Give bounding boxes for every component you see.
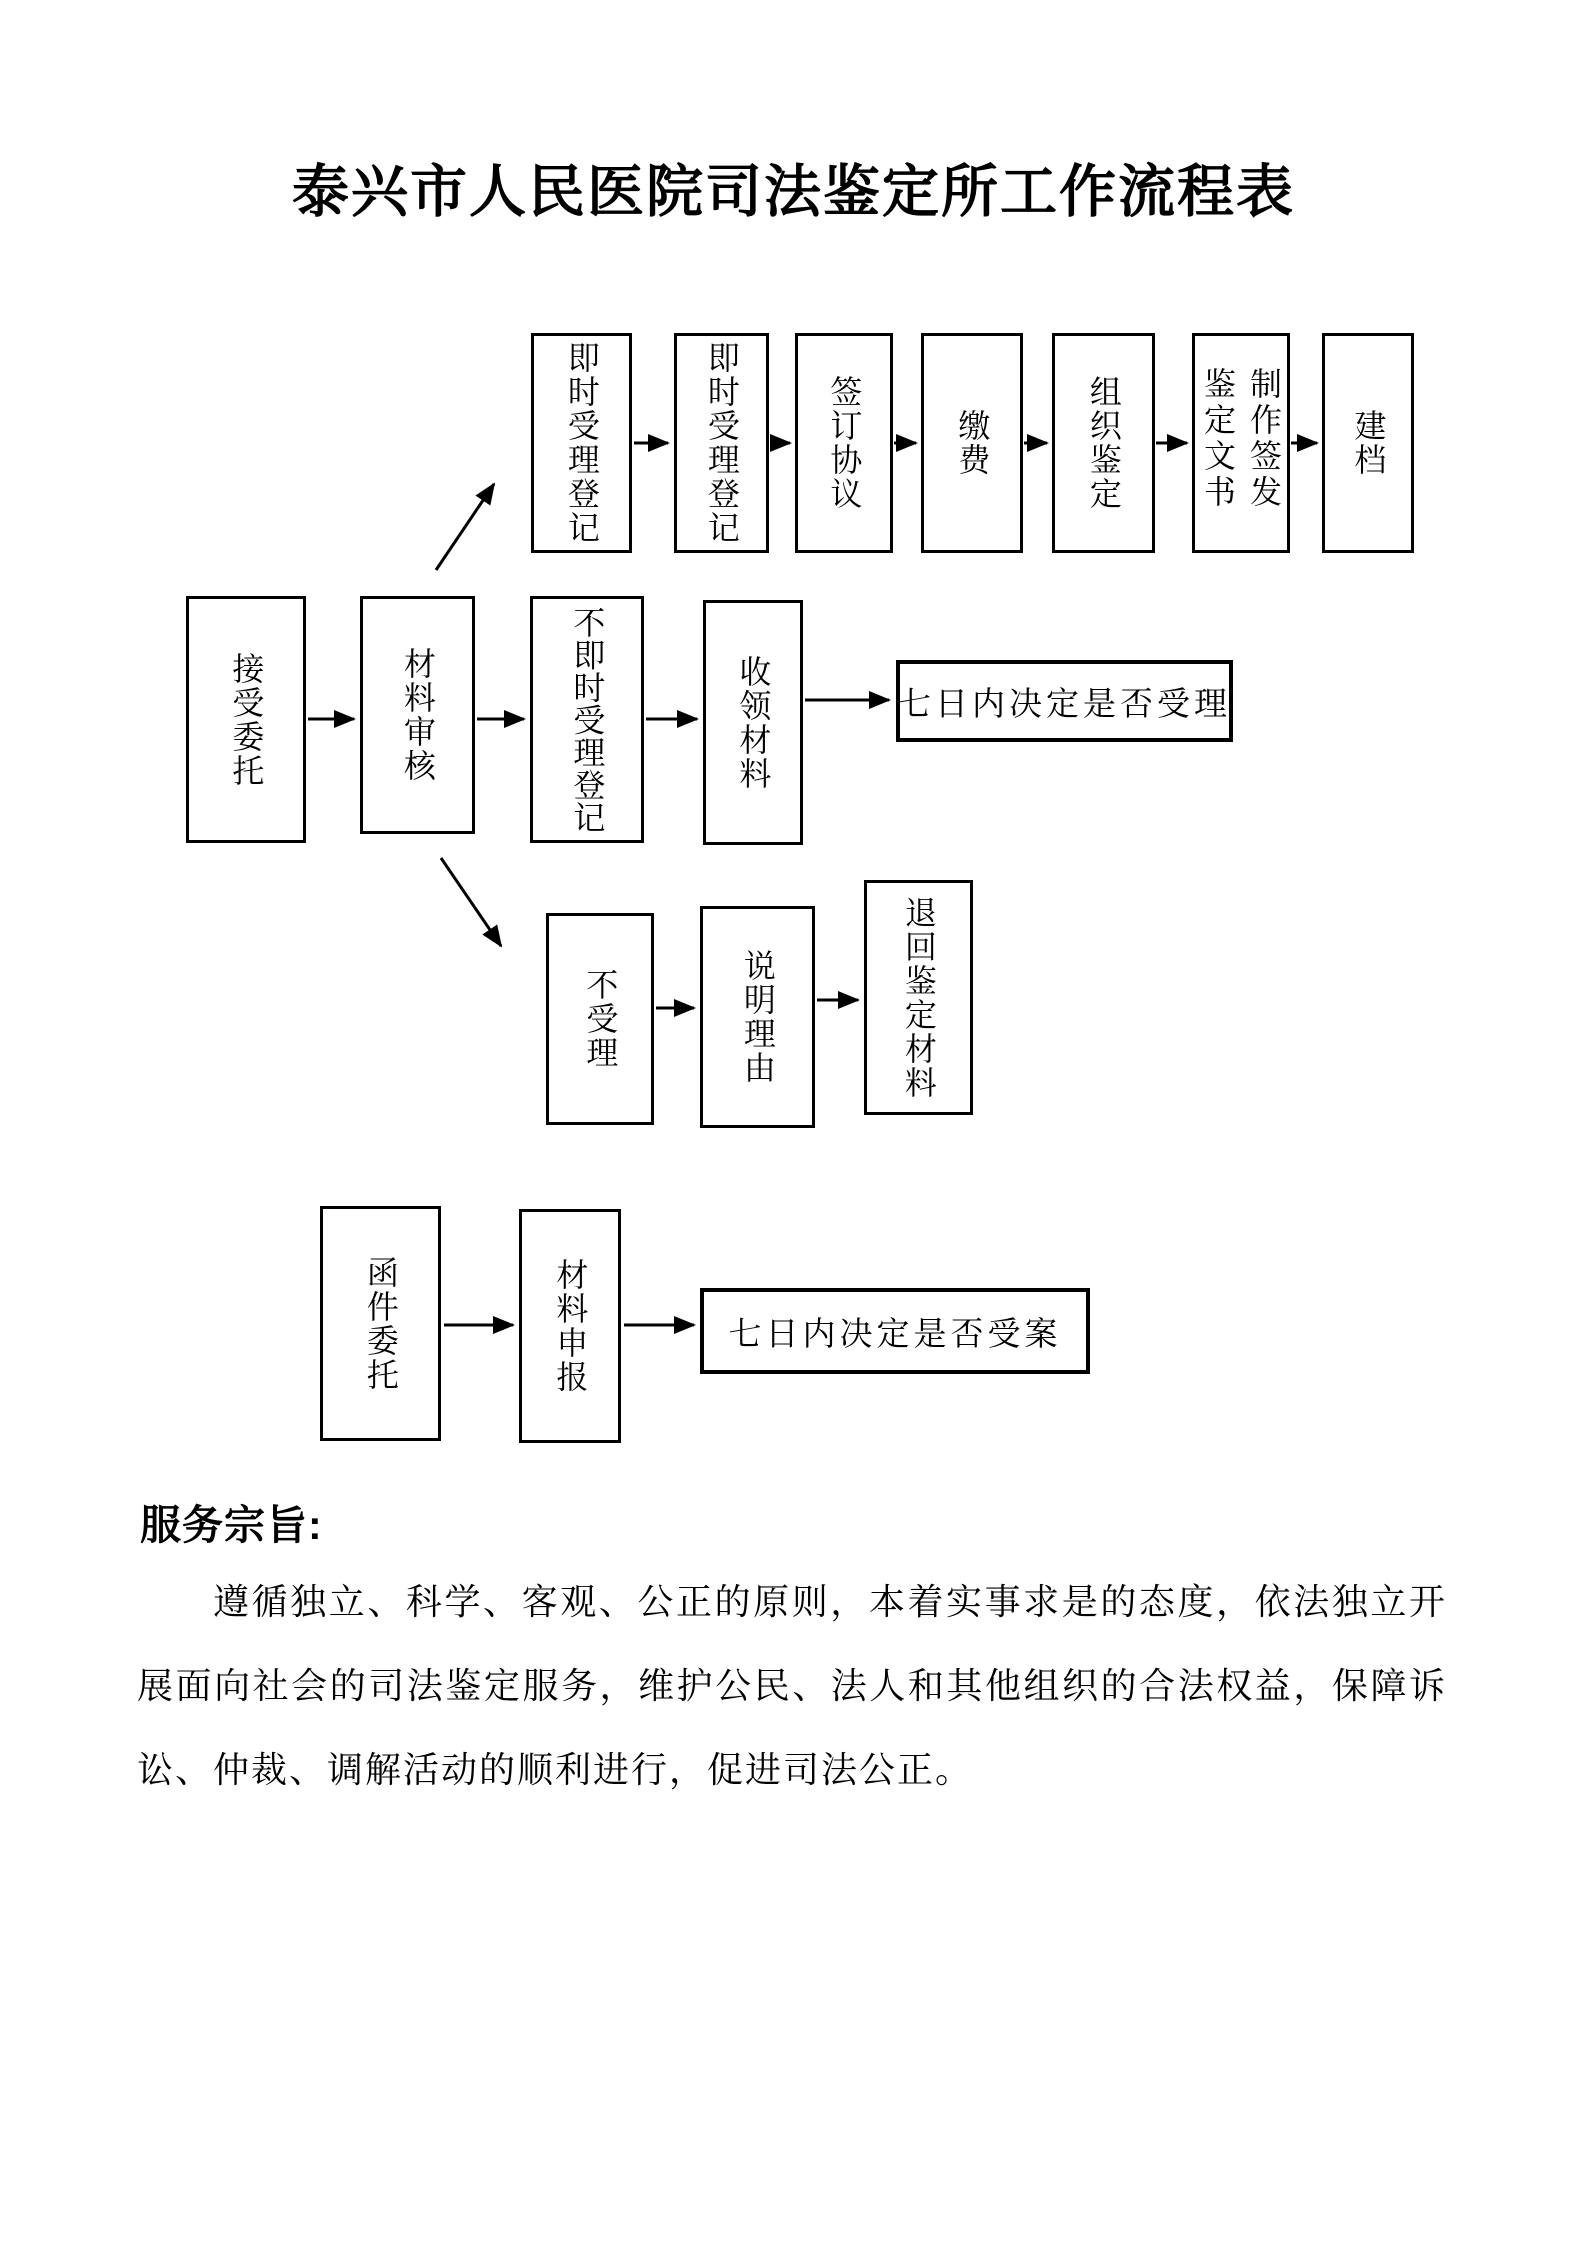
flow-box-explain-reasons xyxy=(700,906,815,1128)
flow-box-receive-materials xyxy=(703,600,803,845)
flow-box-label: 七日内决定是否受案 xyxy=(728,1316,1062,1353)
flow-box-pay-fee xyxy=(921,333,1023,553)
flow-box-material-review xyxy=(360,596,475,834)
flow-box-immediate-accept-register-1 xyxy=(531,333,632,553)
flow-box-appraisal-document-issue xyxy=(1192,333,1290,553)
flow-box-return-appraisal-materials xyxy=(864,880,973,1115)
flow-box-decide-7days-accept xyxy=(896,660,1233,742)
flow-box-immediate-accept-register-2 xyxy=(674,333,769,553)
flow-box-not-accept xyxy=(546,913,654,1125)
flow-box-label: 组织鉴定 xyxy=(1085,375,1122,511)
flow-box-label: 缴费 xyxy=(954,409,991,477)
flow-box-accept-commission xyxy=(186,596,306,843)
page-title: 泰兴市人民医院司法鉴定所工作流程表 xyxy=(292,160,1295,224)
paragraph-line: 展面向社会的司法鉴定服务，维护公民、法人和其他组织的合法权益，保障诉 xyxy=(137,1666,1447,1706)
flow-box-label: 接受委托 xyxy=(228,651,265,788)
flow-box-organize-appraisal xyxy=(1052,333,1155,553)
flow-box-decide-7days-case xyxy=(700,1288,1090,1374)
paragraph-line: 讼、仲裁、调解活动的顺利进行，促进司法公正。 xyxy=(137,1750,974,1790)
flow-box-label: 建档 xyxy=(1350,409,1387,477)
arrow-diagonal-up xyxy=(436,484,494,570)
flow-box-material-declaration xyxy=(519,1209,621,1443)
paragraph-line: 遵循独立、科学、客观、公正的原则，本着实事求是的态度，依法独立开 xyxy=(213,1582,1447,1622)
flow-box-sign-agreement xyxy=(795,333,893,553)
flow-box-label: 签订协议 xyxy=(826,375,863,511)
flow-box-label: 不受理 xyxy=(582,968,619,1070)
flow-box-label: 说明理由 xyxy=(739,949,776,1085)
flow-box-label: 即时受理登记 xyxy=(703,341,740,545)
service-purpose-paragraph xyxy=(137,1560,1447,1812)
flow-box-label: 退回鉴定材料 xyxy=(900,895,937,1100)
flow-box-label: 不即时受理登记 xyxy=(569,605,606,834)
service-purpose-heading: 服务宗旨: xyxy=(140,1502,323,1548)
flow-box-label: 函件委托 xyxy=(362,1255,399,1392)
flow-box-label: 材料申报 xyxy=(552,1258,589,1394)
flow-box-label: 即时受理登记 xyxy=(563,341,600,545)
flow-box-non-immediate-register xyxy=(530,596,644,843)
flow-box-label: 鉴定文书制作签发 xyxy=(1200,367,1282,511)
flow-box-letter-commission xyxy=(320,1206,441,1441)
arrow-diagonal-down xyxy=(441,858,501,946)
flow-box-label: 收领材料 xyxy=(735,654,772,791)
flow-box-label: 材料审核 xyxy=(399,647,436,783)
flow-box-label: 七日内决定是否受理 xyxy=(898,686,1231,723)
flow-box-archive xyxy=(1322,333,1414,553)
